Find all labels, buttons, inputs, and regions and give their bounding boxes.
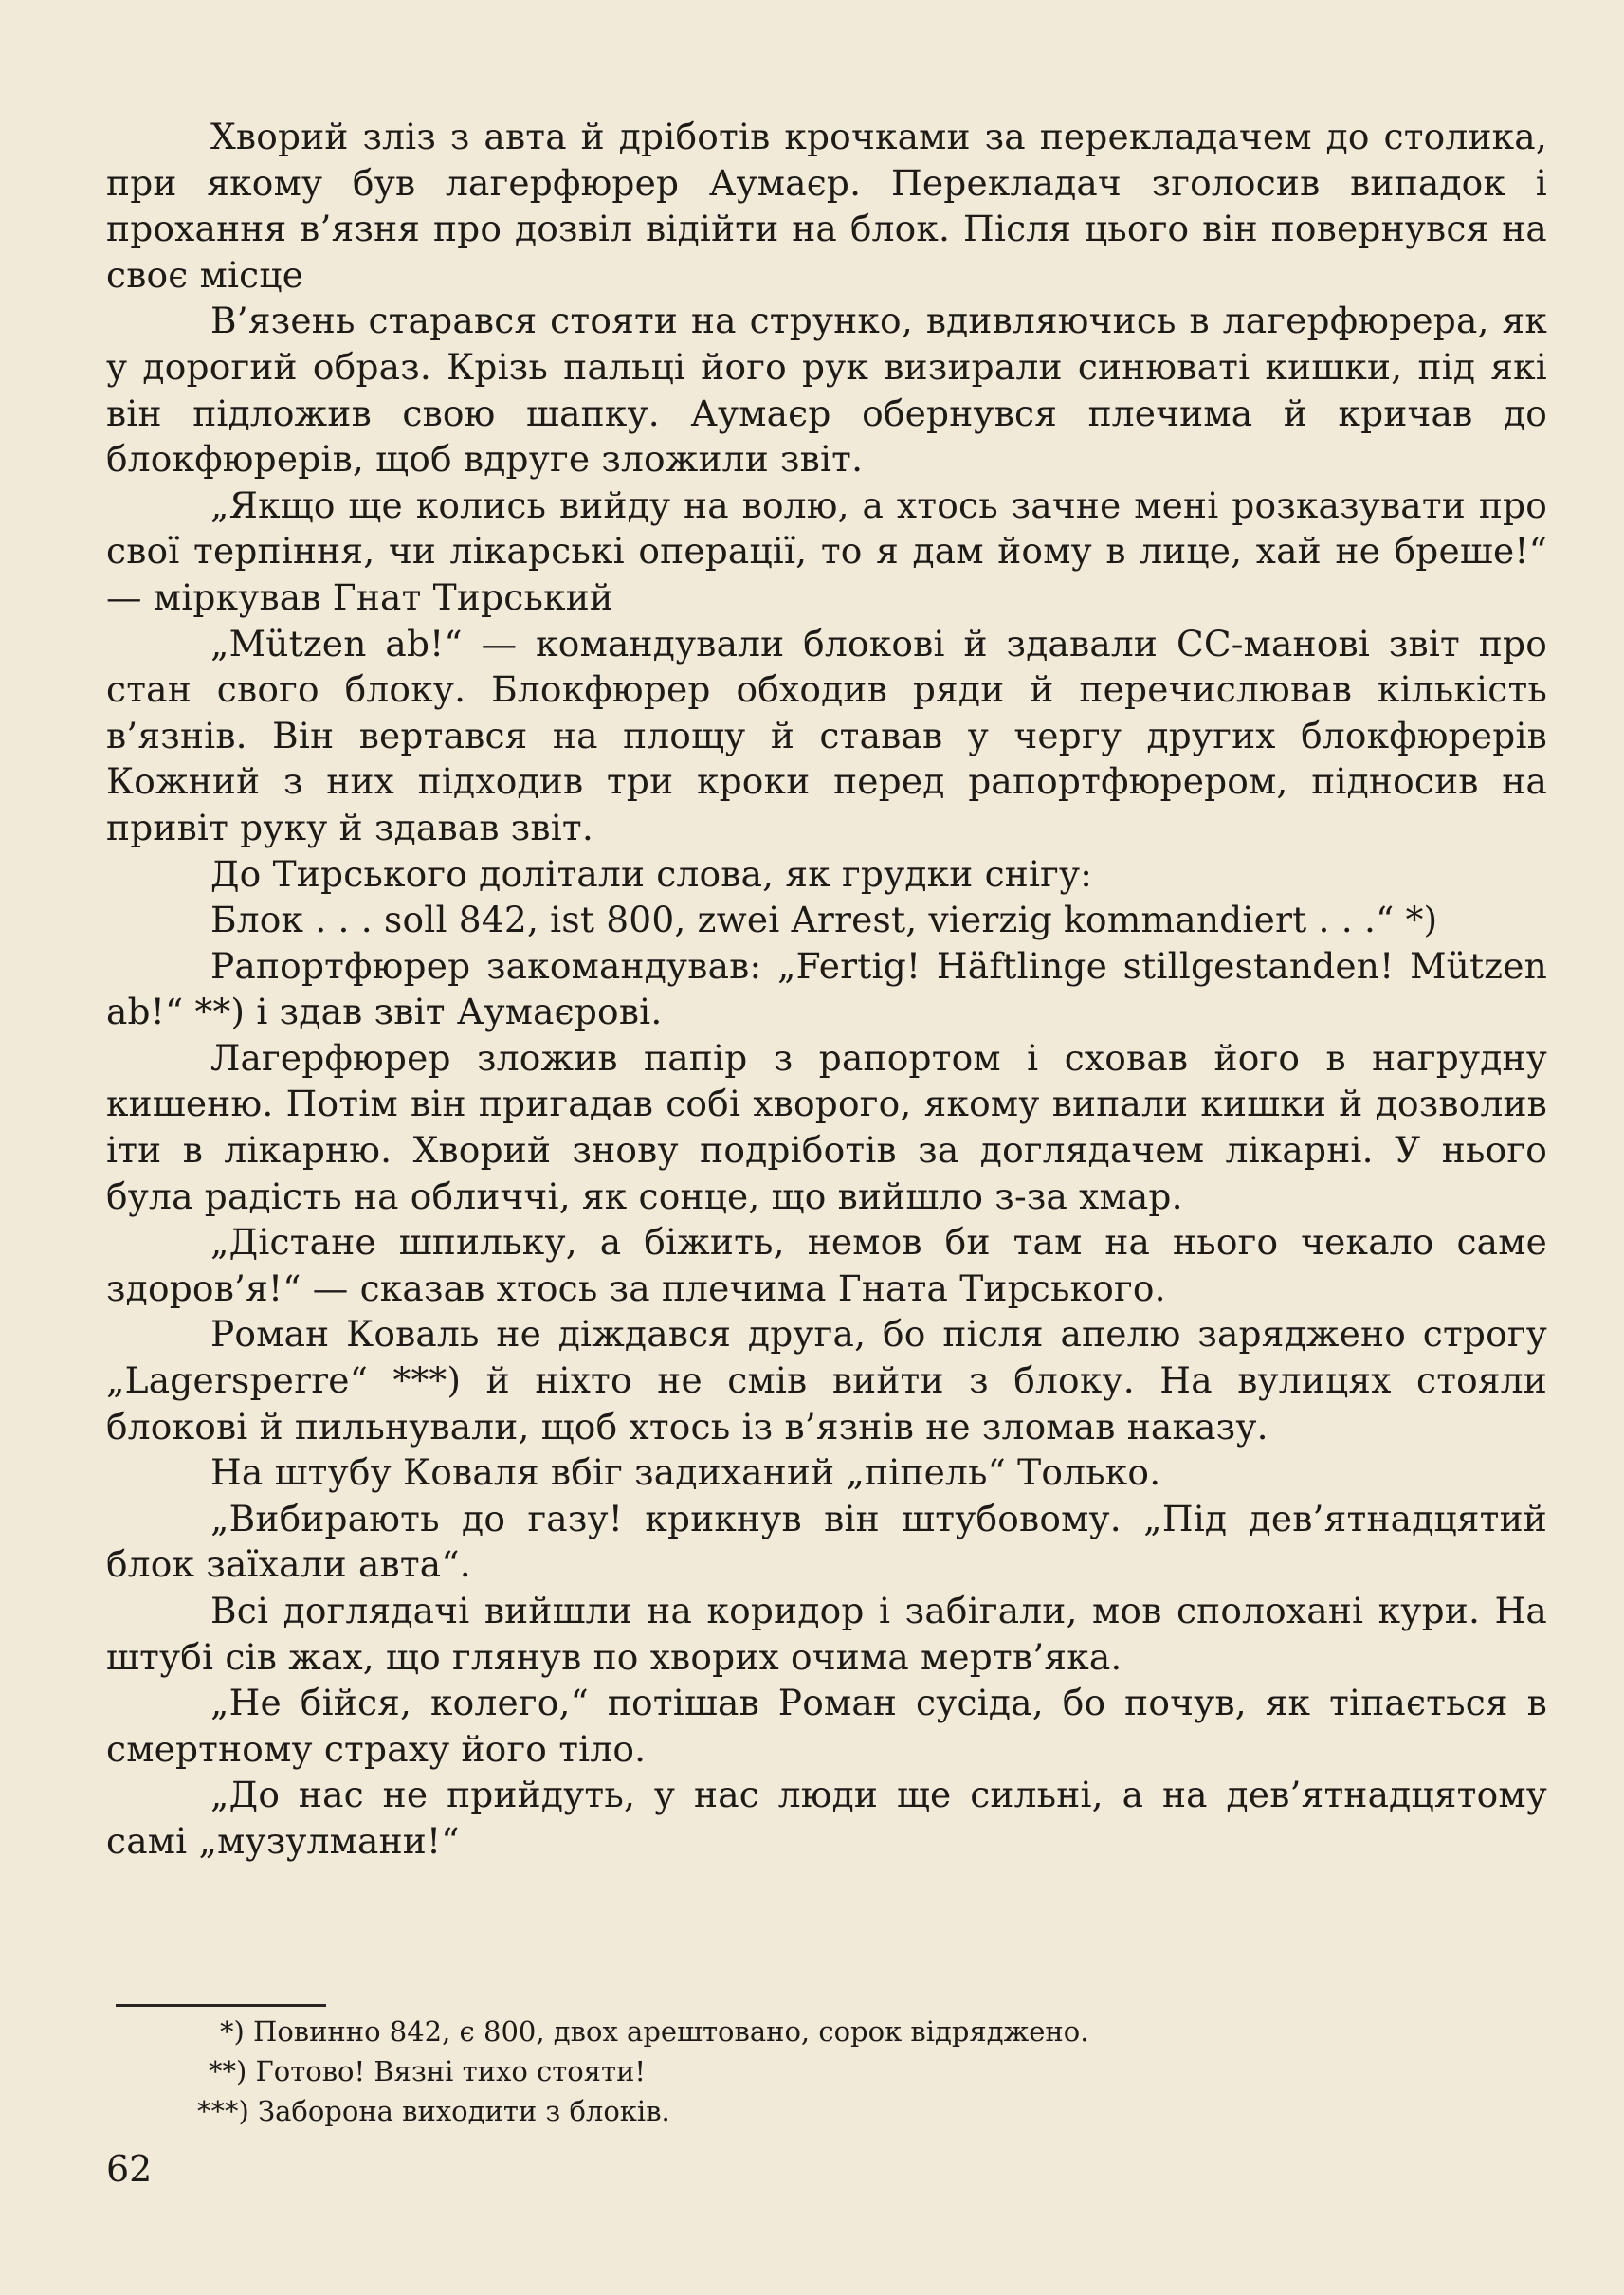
paragraph: Блок . . . soll 842, ist 800, zwei Arrest, vierzig kommandiert . . .“ *) [210, 899, 1438, 941]
paragraph: До Тирського долітали слова, як грудки снігу: [210, 852, 1093, 895]
footnote-3: ***) Заборона виходити з блоків. [197, 2095, 670, 2127]
footnote-2: **) Готово! Вязні тихо стояти! [209, 2055, 647, 2087]
footnote-1: *) Повинно 842, є 800, двох арештовано, сорок відряджено. [220, 2015, 1089, 2048]
main-text [106, 114, 1547, 1865]
paragraph: На штубу Коваля вбіг задиханий „піпель“ Только. [210, 1451, 1161, 1494]
paragraph: „Mützen ab!“ — командували блокові й здавали СС-манові звіт про стан свого блоку. Блокфюрер обходив ряди й перечислював кількість в’язнів. Він вертався на площу й ставав у чергу других блокфюрерів Кожний з них підходив три кроки перед рапортфюрером, підносив на привіт руку й здавав звіт. [106, 622, 1547, 848]
page-number: 62 [106, 2148, 153, 2190]
paragraph: В’язень старався стояти на струнко, вдивляючись в лагерфюрера, як у дорогий образ. Крізь пальці його рук визирали синюваті кишки, під які він підложив свою шапку. Аумаєр обернувся плечима й кричав до блокфюрерів, щоб вдруге зложили звіт. [106, 300, 1547, 481]
paragraph: „До нас не прийдуть, у нас люди ще сильні, а на дев’ятнадцятому самі „музулмани!“ [106, 1774, 1547, 1862]
paragraph: Всі доглядачі вийшли на коридор і забігали, мов сполохані кури. На штубі сів жах, що глянув по хворих очима мертв’яка. [106, 1590, 1547, 1678]
paragraph: Рапортфюрер закомандував: „Fertig! Häftlinge stillgestanden! Mützen ab!“ **) і здав звіт Аумаєрові. [106, 944, 1547, 1033]
footnote-divider [116, 2004, 326, 2007]
paragraph: „Не бійся, колего,“ потішав Роман сусіда, бо почув, як тіпається в смертному страху його тіло. [106, 1682, 1547, 1770]
paragraph: „Дістане шпильку, а біжить, немов би там на нього чекало саме здоров’я!“ — сказав хтось за плечима Гната Тирського. [106, 1221, 1547, 1309]
paragraph: „Вибирають до газу! крикнув він штубовому. „Під дев’ятнадцятий блок заїхали авта“. [106, 1497, 1547, 1586]
paragraph: Хворий зліз з авта й дріботів крочками за перекладачем до столика, при якому був лагерфюрер Аумаєр. Перекладач зголосив випадок і прохання в’язня про дозвіл відійти на блок. Після цього він повернувся на своє місце [106, 116, 1547, 296]
paragraph: „Якщо ще колись вийду на волю, а хтось зачне мені розказувати про свої терпіння, чи лікарські операції, то я дам йому в лице, хай не бреше!“ — міркував Гнат Тирський [106, 483, 1547, 618]
paragraph: Роман Коваль не діждався друга, бо після апелю заряджено строгу „Lagersperre“ ***) й ніхто не смів вийти з блоку. На вулицях стояли блокові й пильнували, щоб хтось із в’язнів не зломав наказу. [106, 1313, 1547, 1448]
footnotes [106, 2012, 1547, 2131]
paragraph: Лагерфюрер зложив папір з рапортом і сховав його в нагрудну кишеню. Потім він пригадав собі хворого, якому випали кишки й дозволив іти в лікарню. Хворий знову подріботів за доглядачем лікарні. У нього була радість на обличчі, як сонце, що вийшло з-за хмар. [106, 1036, 1547, 1217]
